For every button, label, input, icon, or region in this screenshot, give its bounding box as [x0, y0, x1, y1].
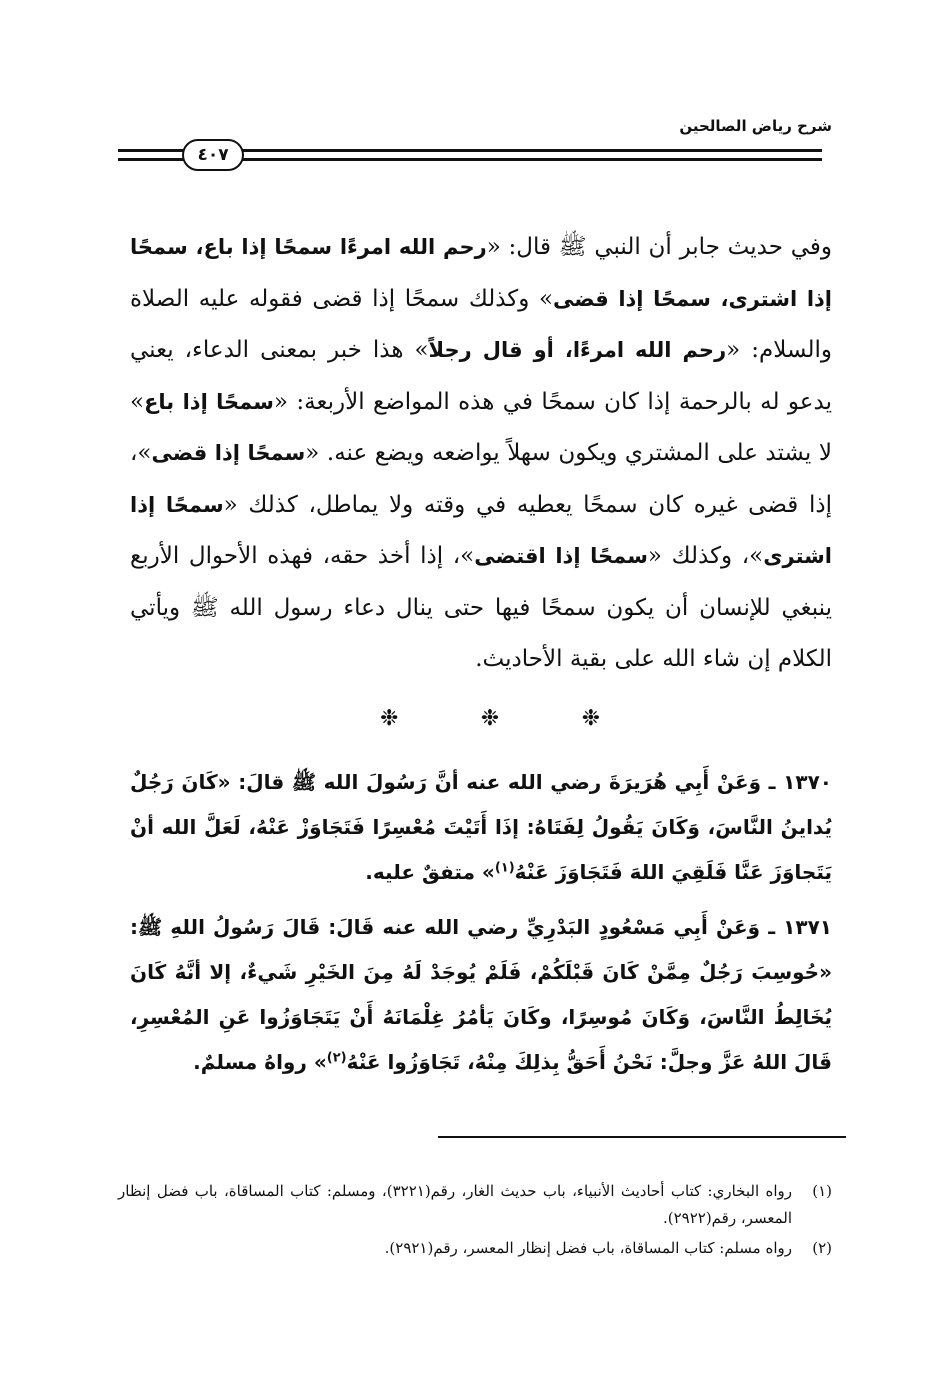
commentary-text: وفي حديث جابر أن النبي ﷺ قال: « [486, 234, 833, 260]
footnote-rule [438, 1136, 846, 1138]
footnote-text: رواه مسلم: كتاب المساقاة، باب فضل إنظار المعسر، رقم(٢٩٢١). [384, 1239, 792, 1257]
footnote-text: رواه البخاري: كتاب أحاديث الأنبياء، باب حديث الغار، رقم(٣٢٢١)، ومسلم: كتاب المساقاة، باب فضل إنظار المعسر، رقم(٢٩٢٢). [118, 1182, 792, 1227]
page-number: ٤٠٧ [182, 139, 244, 171]
footnotes [118, 1178, 832, 1265]
quote-text: سمحًا إذا باع [144, 389, 274, 414]
hadith-text: ١٣٧٠ ـ وَعَنْ أَبِي هُرَيرَةَ رضي الله عنه أنَّ رَسُولَ الله ﷺ قالَ: «كَانَ رَجُلٌ يُداينُ النَّاسَ، وَكَانَ يَقُولُ لِفَتَاهُ: إذَا أَتَيْتَ مُعْسِرًا فَتَجَاوَزْ عَنْهُ، لَعَلَّ الله أنْ يَتَجاوَزَ عَنَّا فَلَقِيَ اللهَ فَتَجَاوَزَ عَنْهُ [130, 770, 832, 884]
star-icon: ❉ [581, 706, 600, 731]
hadith-text: ١٣٧١ ـ وَعَنْ أَبِي مَسْعُودٍ البَدْرِيِّ رضي الله عنه قَالَ: قَالَ رَسُولُ اللهِ ﷺ: «حُوسِبَ رَجُلٌ مِمَّنْ كَانَ قَبْلَكُمْ، فَلَمْ يُوجَدْ لَهُ مِنَ الخَيْرِ شَيءٌ، إلا أنَّهُ كَانَ يُخَالِطُ النَّاسَ، وَكَانَ مُوسِرًا، وكَانَ يَأمُرُ غِلْمَانَهُ أَنْ يَتَجَاوَزُوا عَنِ المُعْسِرِ، قَالَ اللهُ عَزَّ وجلَّ: نَحْنُ أَحَقُّ بِذلِكَ مِنْهُ، تَجَاوَزُوا عَنْهُ [130, 915, 832, 1074]
footnote [118, 1178, 832, 1232]
star-icon: ❉ [480, 706, 500, 731]
commentary-text: » هذا خبر بمعنى الدعاء، يعني يدعو له بالرحمة إذا كان سمحًا في هذه المواضع الأربعة: « [130, 337, 832, 415]
commentary-text: »، وكذلك « [647, 543, 764, 569]
quote-text: سمحًا إذا قضى [151, 441, 306, 465]
hadith-source: » رواهُ مسلمٌ. [193, 1050, 327, 1074]
section-separator [380, 706, 600, 731]
footnote-number: (١) [812, 1182, 832, 1200]
quote-text: سمحًا إذا اقتضى [474, 544, 648, 568]
hadith-1370 [130, 760, 832, 895]
header-rule-left [118, 149, 186, 161]
star-icon: ❉ [380, 706, 399, 731]
commentary-text: » لا يشتد على المشتري ويكون سهلاً يواضعه ويضع عنه. « [130, 388, 832, 466]
hadith-source: » متفقٌ عليه. [365, 860, 495, 884]
footnote [118, 1235, 832, 1262]
footnote-ref: (٢) [326, 1050, 347, 1066]
commentary-text: »، إذا قضى غيره كان سمحًا يعطيه في وقته ولا يماطل، كذلك « [130, 440, 832, 518]
footnote-number: (٢) [812, 1239, 832, 1257]
hadith-1371 [130, 905, 832, 1085]
quote-text: سمحًا إذا اشترى [130, 492, 832, 568]
running-title: شرح رياض الصالحين [679, 117, 832, 135]
commentary-paragraph [130, 222, 832, 686]
footnote-ref: (١) [494, 860, 515, 876]
commentary-text: »، إذا أخذ حقه، فهذه الأحوال الأربع ينبغي للإنسان أن يكون سمحًا فيها حتى ينال دعاء رسول الله ﷺ ويأتي الكلام إن شاء الله على بقية الأحاديث. [130, 543, 832, 672]
quote-text: رحم الله امرءًا، أو قال رجلاً [428, 338, 727, 362]
quote-text: رحم الله امرءًا سمحًا إذا باع، سمحًا إذا اشترى، سمحًا إذا قضى [130, 235, 832, 311]
commentary-text: » وكذلك سمحًا إذا قضى فقوله عليه الصلاة والسلام: « [130, 285, 832, 363]
header-rule-right [240, 149, 822, 161]
